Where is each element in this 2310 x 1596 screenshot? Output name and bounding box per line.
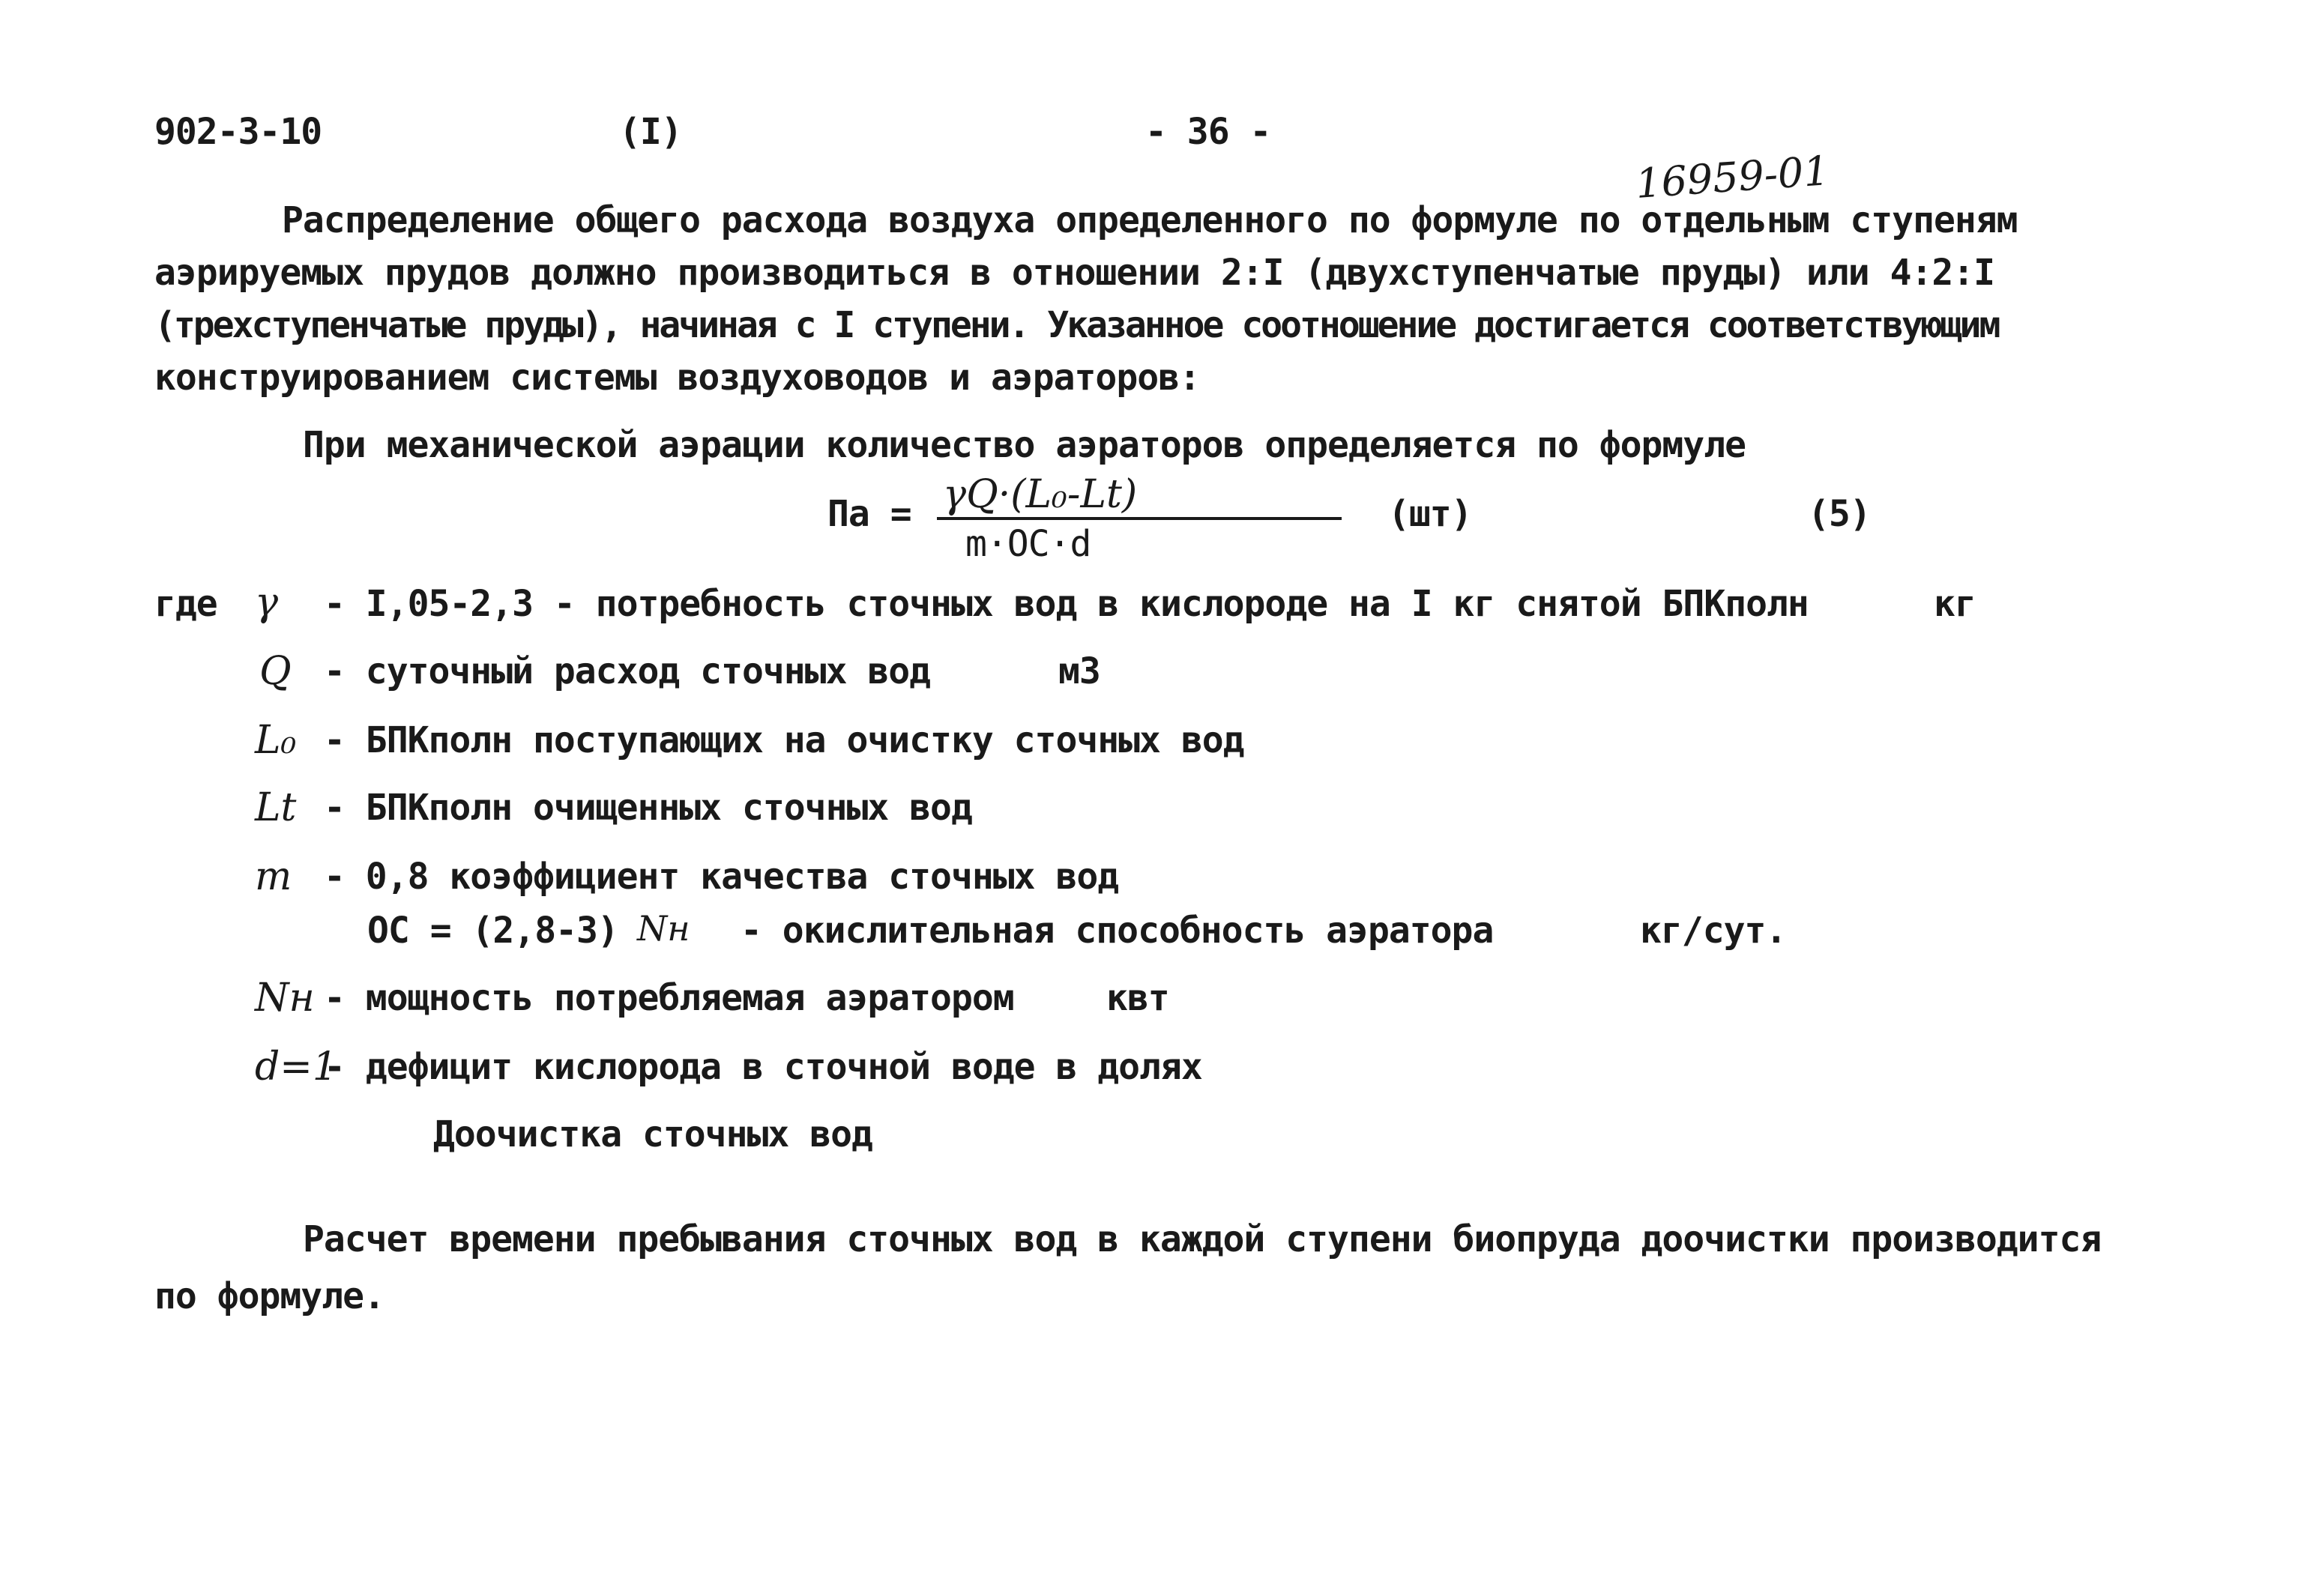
intro-line-2: аэрируемых прудов должно производиться в отношении 2:I (двухступенчатые пруды) или 4:2:I: [154, 252, 1995, 294]
symbol-l0: L₀: [255, 718, 297, 763]
where-label: где: [154, 583, 217, 625]
fraction-bar: [937, 517, 1342, 520]
page-number: - 36 -: [1145, 111, 1271, 153]
formula-number: (5): [1808, 493, 1871, 535]
legend-l0-text: - БПКполн поступающих на очистку сточных вод: [324, 719, 1244, 761]
formula-lhs: Па =: [827, 493, 911, 535]
oc-formula: OC = (2,8-3): [367, 910, 618, 952]
symbol-d: d=1: [255, 1045, 337, 1089]
intro-line-3: (трехступенчатые пруды), начиная с I ступени. Указанное соотношение достигается соответствующим: [154, 304, 1999, 346]
subheading: Доочистка сточных вод: [433, 1113, 872, 1155]
legend-gamma-unit: кг: [1934, 583, 1976, 625]
document-code: 902-3-10: [154, 111, 322, 153]
legend-lt-text: - БПКполн очищенных сточных вод: [324, 787, 972, 829]
formula-numerator: γQ·(L₀-Lt): [943, 472, 1138, 517]
legend-q-unit: м3: [1058, 650, 1100, 692]
intro-line-4: конструированием системы воздуховодов и аэраторов:: [154, 357, 1200, 399]
oc-unit: кг/сут.: [1640, 910, 1787, 952]
section-number: (I): [619, 111, 682, 153]
symbol-q: Q: [259, 649, 292, 694]
legend-q-text: - суточный расход сточных вод: [324, 650, 931, 692]
handwritten-number: 16959-01: [1634, 147, 1831, 208]
intro-line-1: Распределение общего расхода воздуха определенного по формуле по отдельным ступеням: [282, 199, 2018, 241]
symbol-nn: Nн: [255, 976, 315, 1021]
legend-nn-text: - мощность потребляемая аэратором: [324, 977, 1014, 1019]
legend-m-text: - 0,8 коэффициент качества сточных вод: [324, 856, 1119, 898]
symbol-nn-inline: Nн: [637, 908, 690, 949]
formula-denominator: m·OC·d: [965, 523, 1091, 565]
formula-unit: (шт): [1388, 493, 1472, 535]
legend-gamma-text: - I,05-2,3 - потребность сточных вод в кислороде на I кг снятой БПКполн: [324, 583, 1809, 625]
final-line-1: Расчет времени пребывания сточных вод в каждой ступени биопруда доочистки производится: [303, 1218, 2102, 1260]
final-line-2: по формуле.: [154, 1275, 385, 1317]
oc-description: - окислительная способность аэратора: [741, 910, 1494, 952]
legend-d-text: - дефицит кислорода в сточной воде в долях: [324, 1046, 1202, 1088]
legend-nn-unit: квт: [1106, 977, 1169, 1019]
symbol-lt: Lt: [255, 785, 297, 830]
mech-aeration-line: При механической аэрации количество аэраторов определяется по формуле: [303, 424, 1746, 466]
symbol-m: m: [255, 854, 292, 899]
symbol-gamma: γ: [255, 580, 279, 625]
